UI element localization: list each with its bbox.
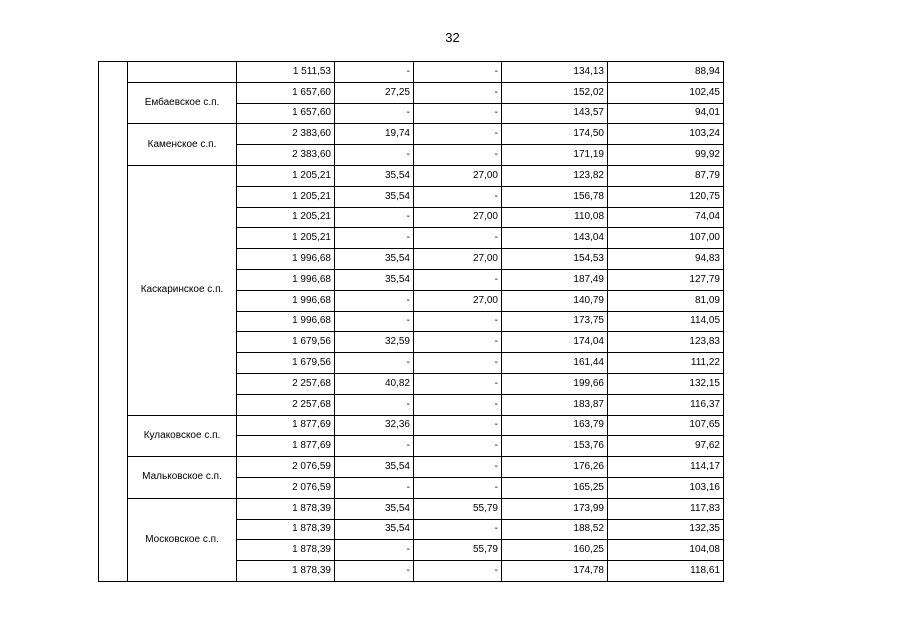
value-cell: 40,82: [335, 373, 414, 394]
value-cell: 153,76: [502, 436, 608, 457]
value-cell: 171,19: [502, 145, 608, 166]
value-cell: 99,92: [608, 145, 724, 166]
value-cell: 107,00: [608, 228, 724, 249]
value-cell: -: [335, 207, 414, 228]
value-cell: 132,15: [608, 373, 724, 394]
value-cell: -: [414, 477, 502, 498]
value-cell: 35,54: [335, 457, 414, 478]
value-cell: 1 878,39: [237, 540, 335, 561]
value-cell: -: [414, 436, 502, 457]
value-cell: 120,75: [608, 186, 724, 207]
value-cell: 35,54: [335, 269, 414, 290]
value-cell: 1 877,69: [237, 436, 335, 457]
value-cell: 183,87: [502, 394, 608, 415]
value-cell: 116,37: [608, 394, 724, 415]
value-cell: 19,74: [335, 124, 414, 145]
value-cell: -: [414, 353, 502, 374]
value-cell: 1 657,60: [237, 82, 335, 103]
value-cell: 2 076,59: [237, 457, 335, 478]
value-cell: 1 679,56: [237, 353, 335, 374]
value-cell: 173,99: [502, 498, 608, 519]
value-cell: 27,00: [414, 290, 502, 311]
value-cell: 117,83: [608, 498, 724, 519]
value-cell: -: [335, 228, 414, 249]
value-cell: 173,75: [502, 311, 608, 332]
value-cell: -: [335, 477, 414, 498]
value-cell: 81,09: [608, 290, 724, 311]
district-column-cell: [99, 62, 128, 582]
value-cell: -: [335, 540, 414, 561]
value-cell: -: [414, 186, 502, 207]
value-cell: 143,57: [502, 103, 608, 124]
value-cell: -: [414, 415, 502, 436]
value-cell: 27,25: [335, 82, 414, 103]
value-cell: 1 996,68: [237, 249, 335, 270]
value-cell: -: [414, 519, 502, 540]
value-cell: 88,94: [608, 62, 724, 83]
value-cell: -: [414, 228, 502, 249]
value-cell: 1 877,69: [237, 415, 335, 436]
value-cell: 161,44: [502, 353, 608, 374]
value-cell: 102,45: [608, 82, 724, 103]
value-cell: 1 205,21: [237, 228, 335, 249]
value-cell: 114,05: [608, 311, 724, 332]
value-cell: -: [414, 124, 502, 145]
value-cell: 35,54: [335, 249, 414, 270]
value-cell: -: [335, 62, 414, 83]
value-cell: 1 205,21: [237, 165, 335, 186]
value-cell: 32,59: [335, 332, 414, 353]
value-cell: 152,02: [502, 82, 608, 103]
value-cell: -: [414, 373, 502, 394]
value-cell: 1 996,68: [237, 311, 335, 332]
value-cell: -: [414, 311, 502, 332]
table-row: [99, 124, 724, 145]
value-cell: 114,17: [608, 457, 724, 478]
table-row: [99, 415, 724, 436]
value-cell: 2 383,60: [237, 145, 335, 166]
value-cell: 32,36: [335, 415, 414, 436]
value-cell: 1 878,39: [237, 561, 335, 582]
value-cell: -: [414, 332, 502, 353]
value-cell: 1 205,21: [237, 186, 335, 207]
value-cell: -: [335, 103, 414, 124]
value-cell: -: [335, 290, 414, 311]
value-cell: 187,49: [502, 269, 608, 290]
value-cell: -: [414, 62, 502, 83]
value-cell: 174,04: [502, 332, 608, 353]
value-cell: -: [414, 394, 502, 415]
value-cell: 160,25: [502, 540, 608, 561]
value-cell: 27,00: [414, 207, 502, 228]
value-cell: -: [335, 311, 414, 332]
value-cell: 104,08: [608, 540, 724, 561]
value-cell: -: [414, 561, 502, 582]
value-cell: 1 878,39: [237, 519, 335, 540]
value-cell: 1 657,60: [237, 103, 335, 124]
tariff-table: [98, 61, 724, 582]
settlement-name-cell: Мальковское с.п.: [128, 457, 237, 499]
value-cell: 132,35: [608, 519, 724, 540]
value-cell: -: [414, 145, 502, 166]
value-cell: 103,16: [608, 477, 724, 498]
value-cell: -: [335, 353, 414, 374]
value-cell: -: [414, 269, 502, 290]
value-cell: 123,83: [608, 332, 724, 353]
value-cell: 94,01: [608, 103, 724, 124]
value-cell: 123,82: [502, 165, 608, 186]
settlement-name-cell: Ембаевское с.п.: [128, 82, 237, 124]
value-cell: 174,78: [502, 561, 608, 582]
table-row: [99, 498, 724, 519]
value-cell: -: [335, 145, 414, 166]
value-cell: 163,79: [502, 415, 608, 436]
value-cell: 27,00: [414, 249, 502, 270]
value-cell: 154,53: [502, 249, 608, 270]
value-cell: 35,54: [335, 498, 414, 519]
value-cell: 127,79: [608, 269, 724, 290]
table-row: [99, 82, 724, 103]
table-row: [99, 457, 724, 478]
value-cell: -: [414, 457, 502, 478]
value-cell: -: [414, 103, 502, 124]
value-cell: 2 383,60: [237, 124, 335, 145]
value-cell: 97,62: [608, 436, 724, 457]
page-number: 32: [445, 30, 460, 45]
value-cell: 107,65: [608, 415, 724, 436]
value-cell: 74,04: [608, 207, 724, 228]
value-cell: 94,83: [608, 249, 724, 270]
value-cell: 188,52: [502, 519, 608, 540]
value-cell: 1 511,53: [237, 62, 335, 83]
value-cell: 35,54: [335, 519, 414, 540]
value-cell: 2 076,59: [237, 477, 335, 498]
value-cell: 140,79: [502, 290, 608, 311]
value-cell: -: [335, 436, 414, 457]
value-cell: 1 878,39: [237, 498, 335, 519]
value-cell: 55,79: [414, 540, 502, 561]
value-cell: 35,54: [335, 165, 414, 186]
value-cell: 156,78: [502, 186, 608, 207]
value-cell: 2 257,68: [237, 373, 335, 394]
value-cell: 1 679,56: [237, 332, 335, 353]
settlement-name-cell: Кулаковское с.п.: [128, 415, 237, 457]
value-cell: 87,79: [608, 165, 724, 186]
value-cell: 1 996,68: [237, 269, 335, 290]
settlement-name-cell: Каменское с.п.: [128, 124, 237, 166]
value-cell: 1 996,68: [237, 290, 335, 311]
value-cell: 165,25: [502, 477, 608, 498]
settlement-name-cell: [128, 62, 237, 83]
table-row: [99, 165, 724, 186]
value-cell: 2 257,68: [237, 394, 335, 415]
value-cell: 103,24: [608, 124, 724, 145]
value-cell: 118,61: [608, 561, 724, 582]
value-cell: 134,13: [502, 62, 608, 83]
value-cell: 35,54: [335, 186, 414, 207]
value-cell: 174,50: [502, 124, 608, 145]
value-cell: -: [414, 82, 502, 103]
table-row: [99, 62, 724, 83]
value-cell: 143,04: [502, 228, 608, 249]
value-cell: -: [335, 394, 414, 415]
settlement-name-cell: Каскаринское с.п.: [128, 165, 237, 415]
value-cell: 199,66: [502, 373, 608, 394]
value-cell: 176,26: [502, 457, 608, 478]
value-cell: 110,08: [502, 207, 608, 228]
value-cell: 111,22: [608, 353, 724, 374]
value-cell: 27,00: [414, 165, 502, 186]
value-cell: 1 205,21: [237, 207, 335, 228]
value-cell: 55,79: [414, 498, 502, 519]
value-cell: -: [335, 561, 414, 582]
settlement-name-cell: Московское с.п.: [128, 498, 237, 581]
